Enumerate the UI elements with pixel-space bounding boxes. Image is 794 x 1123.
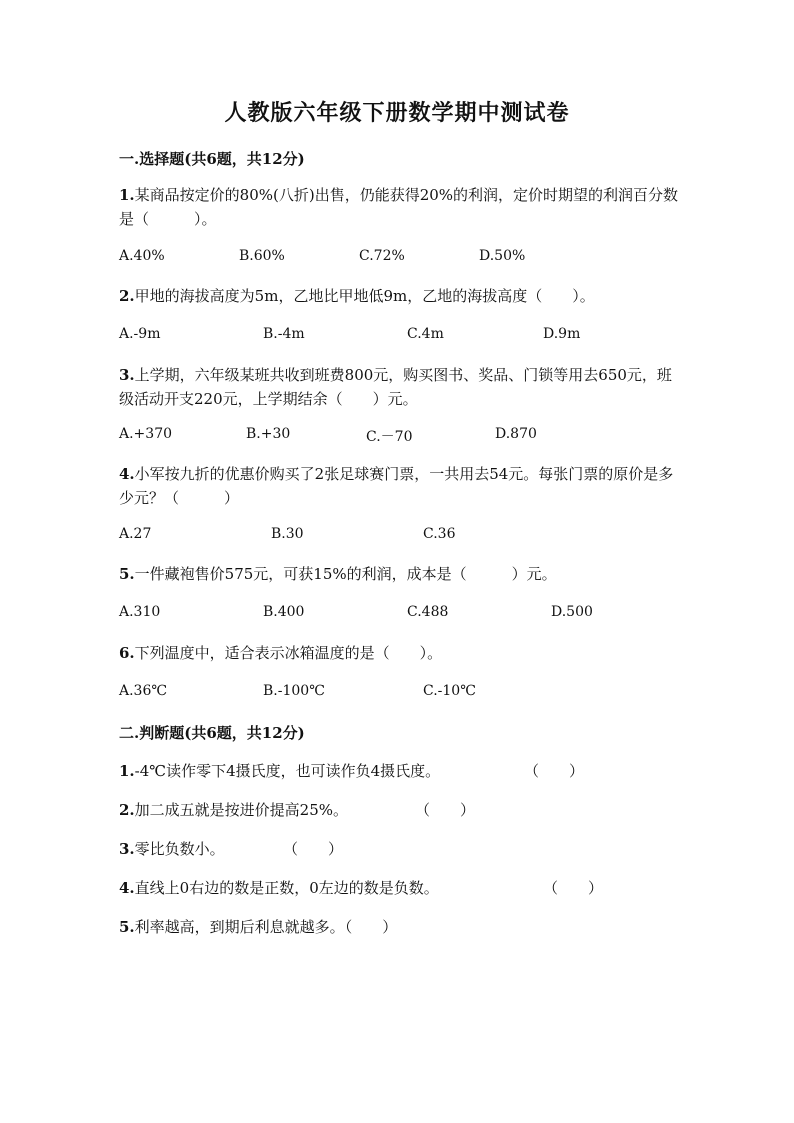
question-number: 1. bbox=[119, 762, 135, 780]
option-d[interactable]: D.50% bbox=[479, 248, 526, 264]
question-number: 2. bbox=[119, 801, 135, 819]
choice-question-1 bbox=[119, 183, 679, 231]
choice-options-2 bbox=[119, 326, 679, 346]
option-d[interactable]: D.9m bbox=[543, 326, 581, 342]
answer-bracket-3[interactable]: （ ） bbox=[283, 840, 344, 858]
question-number: 6. bbox=[119, 644, 135, 662]
option-a[interactable]: A.+370 bbox=[119, 426, 173, 442]
question-number: 4. bbox=[119, 465, 135, 483]
option-b[interactable]: B.30 bbox=[271, 526, 304, 542]
option-a[interactable]: A.27 bbox=[119, 526, 152, 542]
question-text: 一件藏袍售价575元，可获15%的利润，成本是（ ）元。 bbox=[134, 565, 557, 583]
question-text: 加二成五就是按进价提高25%。 bbox=[134, 801, 349, 819]
option-c[interactable]: C.－70 bbox=[366, 429, 413, 445]
judge-item-1 bbox=[119, 760, 440, 781]
option-c[interactable]: C.36 bbox=[423, 526, 456, 542]
answer-bracket-2[interactable]: （ ） bbox=[415, 801, 476, 819]
question-text: 下列温度中，适合表示冰箱温度的是（ ）。 bbox=[134, 644, 443, 662]
choice-question-2 bbox=[119, 284, 679, 308]
option-b[interactable]: B.-4m bbox=[263, 326, 305, 342]
option-b[interactable]: B.+30 bbox=[246, 426, 291, 442]
answer-bracket-4[interactable]: （ ） bbox=[543, 879, 604, 897]
answer-bracket-1[interactable]: （ ） bbox=[524, 762, 585, 780]
option-d[interactable]: D.500 bbox=[551, 604, 593, 620]
choice-options-1 bbox=[119, 248, 679, 268]
option-b[interactable]: B.400 bbox=[263, 604, 305, 620]
question-number: 3. bbox=[119, 840, 135, 858]
judge-item-3 bbox=[119, 838, 225, 859]
judge-item-4 bbox=[119, 877, 439, 898]
choice-options-3 bbox=[119, 426, 679, 446]
question-number: 2. bbox=[119, 287, 135, 305]
question-number: 4. bbox=[119, 879, 135, 897]
option-d[interactable]: D.870 bbox=[495, 426, 537, 442]
question-text: 上学期，六年级某班共收到班费800元，购买图书、奖品、门锁等用去650元，班级活动开支220元，上学期结余（ ）元。 bbox=[119, 366, 672, 408]
question-number: 1. bbox=[119, 186, 135, 204]
question-text: 直线上0右边的数是正数，0左边的数是负数。 bbox=[134, 879, 439, 897]
page-title: 人教版六年级下册数学期中测试卷 bbox=[224, 100, 570, 126]
choice-options-6 bbox=[119, 683, 679, 703]
section-heading-judge: 二.判断题(共6题，共12分) bbox=[119, 724, 305, 742]
option-b[interactable]: B.60% bbox=[239, 248, 285, 264]
question-text: 某商品按定价的80%(八折)出售，仍能获得20%的利润，定价时期望的利润百分数是（ ）。 bbox=[119, 186, 679, 228]
question-text: 零比负数小。 bbox=[134, 840, 225, 858]
question-number: 3. bbox=[119, 366, 135, 384]
option-c[interactable]: C.72% bbox=[359, 248, 405, 264]
question-number: 5. bbox=[119, 918, 135, 936]
option-a[interactable]: A.40% bbox=[119, 248, 165, 264]
judge-item-5 bbox=[119, 916, 397, 937]
choice-options-4 bbox=[119, 526, 679, 546]
option-a[interactable]: A.310 bbox=[119, 604, 161, 620]
answer-bracket-5[interactable]: （ ） bbox=[344, 918, 398, 936]
judge-item-2 bbox=[119, 799, 348, 820]
option-a[interactable]: A.36℃ bbox=[119, 683, 168, 699]
choice-question-4 bbox=[119, 462, 679, 510]
question-text: -4℃读作零下4摄氏度，也可读作负4摄氏度。 bbox=[134, 762, 441, 780]
choice-options-5 bbox=[119, 604, 679, 624]
option-c[interactable]: C.-10℃ bbox=[423, 683, 476, 699]
option-a[interactable]: A.-9m bbox=[119, 326, 161, 342]
section-heading-choice: 一.选择题(共6题，共12分) bbox=[119, 150, 305, 168]
choice-question-5 bbox=[119, 562, 679, 586]
question-text: 甲地的海拔高度为5m，乙地比甲地低9m，乙地的海拔高度（ ）。 bbox=[134, 287, 595, 305]
question-number: 5. bbox=[119, 565, 135, 583]
option-c[interactable]: C.488 bbox=[407, 604, 449, 620]
choice-question-6 bbox=[119, 641, 679, 665]
choice-question-3 bbox=[119, 363, 679, 411]
question-text: 小军按九折的优惠价购买了2张足球赛门票，一共用去54元。每张门票的原价是多少元？（ ） bbox=[119, 465, 674, 507]
option-c[interactable]: C.4m bbox=[407, 326, 444, 342]
question-text: 利率越高，到期后利息就越多。 bbox=[134, 918, 345, 936]
option-b[interactable]: B.-100℃ bbox=[263, 683, 325, 699]
